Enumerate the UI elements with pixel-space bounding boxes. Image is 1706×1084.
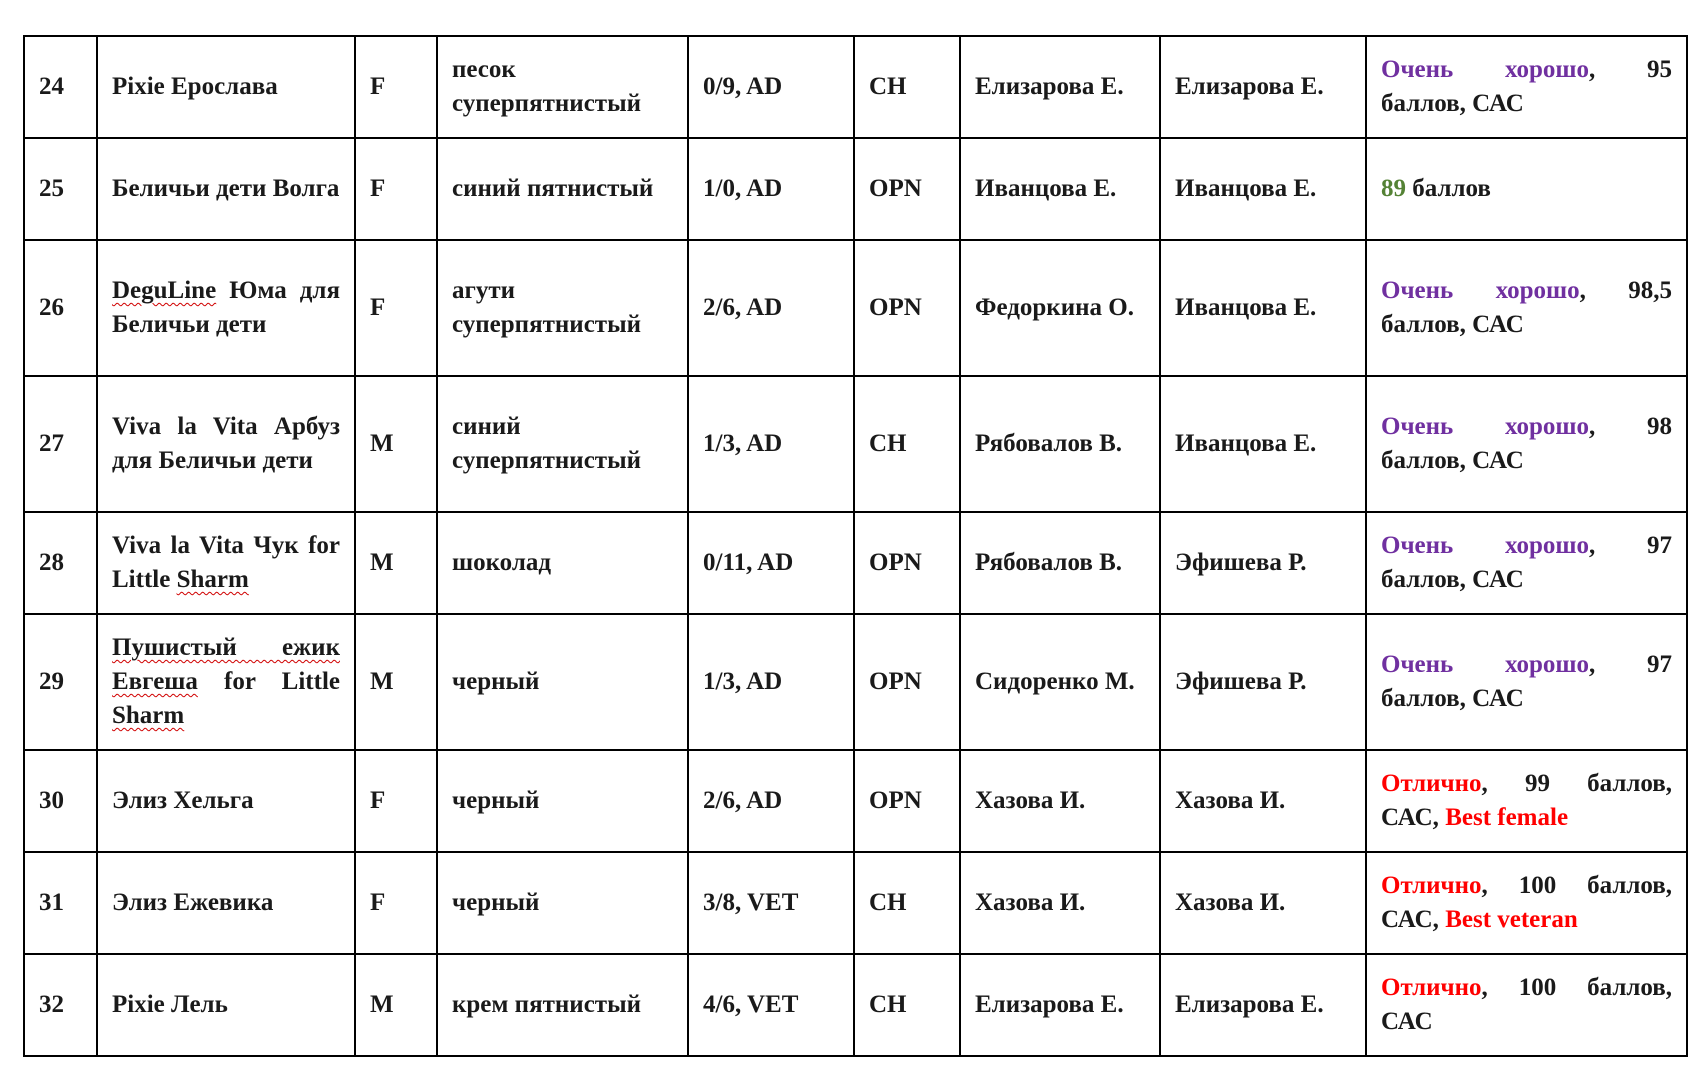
result-rest: , 99 баллов, САС, <box>1381 770 1672 831</box>
result-rest: , 100 баллов, САС <box>1381 974 1672 1035</box>
animal-name: Беличьи дети Волга <box>97 138 355 240</box>
animal-name: Элиз Ежевика <box>97 852 355 954</box>
coat-color: шоколад <box>437 512 688 614</box>
owner: Елизарова Е. <box>1160 954 1366 1056</box>
show-class: CH <box>854 36 960 138</box>
result-rest: , 98,5 баллов, САС <box>1381 277 1673 338</box>
result-rest: , 97 баллов, САС <box>1381 651 1673 712</box>
result-rest: , 98 баллов, САС <box>1381 413 1673 474</box>
entry-number: 32 <box>24 954 97 1056</box>
coat-color: черный <box>437 614 688 750</box>
sex: F <box>355 852 437 954</box>
result <box>1366 512 1687 614</box>
breeder: Хазова И. <box>960 750 1160 852</box>
breeder: Елизарова Е. <box>960 36 1160 138</box>
table-row <box>24 138 1687 240</box>
age-group: 0/9, AD <box>688 36 854 138</box>
show-class: OPN <box>854 138 960 240</box>
result <box>1366 852 1687 954</box>
entry-number: 24 <box>24 36 97 138</box>
coat-color: агути суперпятнистый <box>437 240 688 376</box>
animal-name: Элиз Хельга <box>97 750 355 852</box>
show-class: OPN <box>854 614 960 750</box>
result <box>1366 36 1687 138</box>
result-rest: , 95 баллов, САС <box>1381 56 1673 117</box>
animal-name <box>97 240 355 376</box>
spellcheck-word: Sharm <box>176 566 249 593</box>
show-class: OPN <box>854 240 960 376</box>
result-rest: , 100 баллов, САС, <box>1381 872 1672 933</box>
breeder: Сидоренко М. <box>960 614 1160 750</box>
show-class: OPN <box>854 512 960 614</box>
result <box>1366 240 1687 376</box>
breeder: Федоркина О. <box>960 240 1160 376</box>
result <box>1366 954 1687 1056</box>
entry-number: 26 <box>24 240 97 376</box>
table-row <box>24 954 1687 1056</box>
animal-name <box>97 512 355 614</box>
age-group: 3/8, VET <box>688 852 854 954</box>
table-row <box>24 36 1687 138</box>
score: 89 <box>1381 175 1406 202</box>
show-class: OPN <box>854 750 960 852</box>
coat-color: синий суперпятнистый <box>437 376 688 512</box>
show-class: CH <box>854 376 960 512</box>
age-group: 1/0, AD <box>688 138 854 240</box>
entry-number: 27 <box>24 376 97 512</box>
owner: Эфишева Р. <box>1160 512 1366 614</box>
owner: Иванцова Е. <box>1160 240 1366 376</box>
award: Best female <box>1445 804 1569 831</box>
breeder: Рябовалов В. <box>960 512 1160 614</box>
age-group: 1/3, AD <box>688 376 854 512</box>
result <box>1366 614 1687 750</box>
animal-name: Viva la Vita Арбуз для Беличьи дети <box>97 376 355 512</box>
owner: Хазова И. <box>1160 750 1366 852</box>
entry-number: 31 <box>24 852 97 954</box>
entry-number: 25 <box>24 138 97 240</box>
animal-name <box>97 614 355 750</box>
owner: Иванцова Е. <box>1160 138 1366 240</box>
coat-color: крем пятнистый <box>437 954 688 1056</box>
sex: F <box>355 36 437 138</box>
age-group: 0/11, AD <box>688 512 854 614</box>
spellcheck-word: Sharm <box>112 702 185 729</box>
table-row <box>24 614 1687 750</box>
spellcheck-word: Евгеша <box>112 668 198 695</box>
sex: M <box>355 954 437 1056</box>
result <box>1366 750 1687 852</box>
breeder: Иванцова Е. <box>960 138 1160 240</box>
age-group: 4/6, VET <box>688 954 854 1056</box>
grade: Очень хорошо <box>1381 532 1590 559</box>
result-rest: баллов <box>1406 175 1491 202</box>
breeder: Рябовалов В. <box>960 376 1160 512</box>
grade: Отлично <box>1381 974 1482 1001</box>
owner: Хазова И. <box>1160 852 1366 954</box>
coat-color: песок суперпятнистый <box>437 36 688 138</box>
age-group: 2/6, AD <box>688 750 854 852</box>
show-class: CH <box>854 852 960 954</box>
name-part: Юма для Беличьи дети <box>112 277 340 338</box>
owner: Эфишева Р. <box>1160 614 1366 750</box>
show-class: CH <box>854 954 960 1056</box>
sex: M <box>355 512 437 614</box>
result <box>1366 376 1687 512</box>
age-group: 1/3, AD <box>688 614 854 750</box>
grade: Отлично <box>1381 872 1482 899</box>
entry-number: 28 <box>24 512 97 614</box>
animal-name: Pixie Лель <box>97 954 355 1056</box>
age-group: 2/6, AD <box>688 240 854 376</box>
sex: F <box>355 240 437 376</box>
table-row <box>24 376 1687 512</box>
grade: Очень хорошо <box>1381 56 1590 83</box>
entry-number: 30 <box>24 750 97 852</box>
result <box>1366 138 1687 240</box>
result-rest: , 97 баллов, САС <box>1381 532 1673 593</box>
grade: Очень хорошо <box>1381 277 1580 304</box>
table-row <box>24 512 1687 614</box>
coat-color: синий пятнистый <box>437 138 688 240</box>
grade: Отлично <box>1381 770 1482 797</box>
animal-name: Pixie Ерослава <box>97 36 355 138</box>
name-part: Viva la Vita Чук for Little <box>112 532 340 593</box>
breeder: Хазова И. <box>960 852 1160 954</box>
coat-color: черный <box>437 852 688 954</box>
breeder: Елизарова Е. <box>960 954 1160 1056</box>
grade: Очень хорошо <box>1381 651 1590 678</box>
entry-number: 29 <box>24 614 97 750</box>
results-table <box>23 35 1688 1057</box>
sex: F <box>355 138 437 240</box>
name-part: for Little <box>197 668 340 695</box>
sex: F <box>355 750 437 852</box>
table-row <box>24 240 1687 376</box>
award: Best veteran <box>1445 906 1578 933</box>
owner: Елизарова Е. <box>1160 36 1366 138</box>
spellcheck-word: Пушистый ежик <box>112 634 340 661</box>
owner: Иванцова Е. <box>1160 376 1366 512</box>
sex: M <box>355 376 437 512</box>
coat-color: черный <box>437 750 688 852</box>
table-row <box>24 852 1687 954</box>
grade: Очень хорошо <box>1381 413 1590 440</box>
table-row <box>24 750 1687 852</box>
sex: M <box>355 614 437 750</box>
spellcheck-word: DeguLine <box>112 277 217 304</box>
